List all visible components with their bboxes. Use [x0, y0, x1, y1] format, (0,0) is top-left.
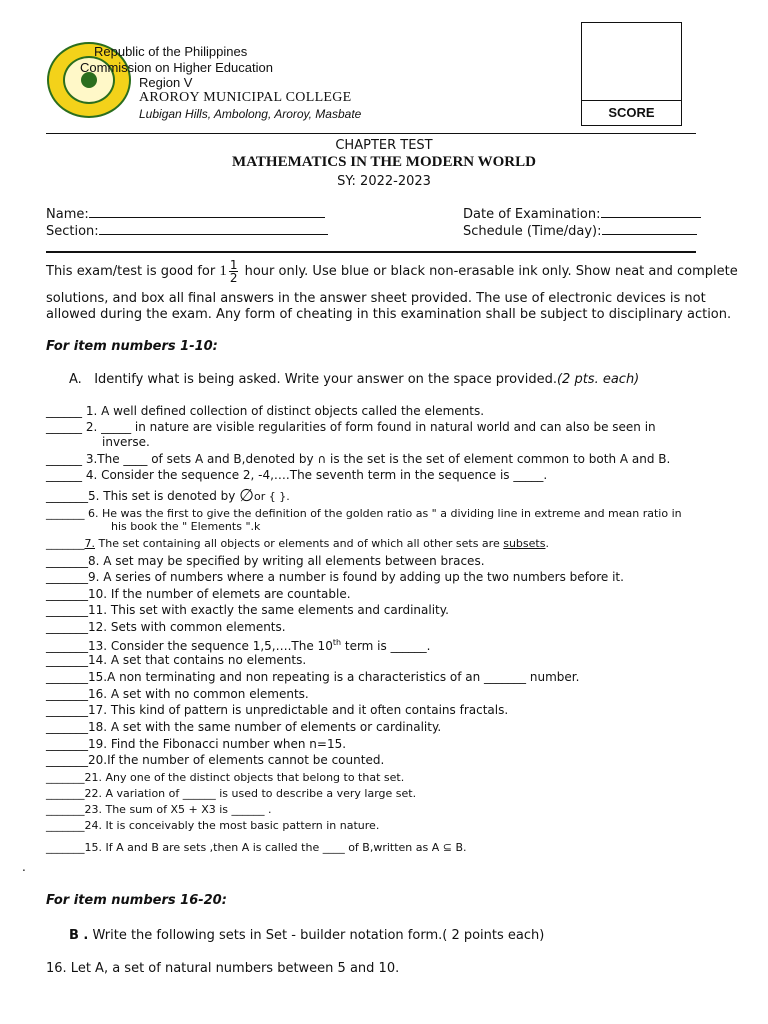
item-7-number: 7. — [84, 537, 95, 550]
item-7-period: . — [545, 537, 549, 550]
item-4: ______ 4. Consider the sequence 2, -4,….The seventh term in the sequence is _____. — [46, 468, 548, 482]
header-divider — [46, 133, 696, 134]
duration-whole: 1 — [219, 263, 227, 279]
empty-set-symbol: ∅ — [239, 486, 254, 506]
section-b-label: B . — [69, 928, 89, 943]
item-7-text: The set containing all objects or elements and of which all other sets are — [95, 537, 504, 550]
title-chapter-test: CHAPTER TEST — [335, 138, 433, 153]
info-divider — [46, 251, 696, 253]
item-19: _______19. Find the Fibonacci number when n=15. — [46, 737, 347, 751]
section-b-heading: For item numbers 16-20: — [46, 893, 227, 908]
title-school-year: SY: 2022-2023 — [337, 174, 431, 189]
item-11: _______11. This set with exactly the same elements and cardinality. — [46, 603, 449, 617]
instructions-text-b: hour only. Use blue or black non-erasable ink only. Show neat and complete — [240, 264, 738, 279]
duration-fraction — [229, 259, 239, 284]
schedule-field[interactable] — [463, 222, 697, 240]
section-field[interactable] — [46, 222, 328, 240]
item-7-blank: _______ — [46, 537, 85, 550]
fraction-numerator: 1 — [229, 258, 238, 272]
item-18: _______18. A set with the same number of elements or cardinality. — [46, 720, 442, 734]
section-a-points: (2 pts. each) — [556, 372, 640, 387]
item-17: _______17. This kind of pattern is unpredictable and it often contains fractals. — [46, 703, 509, 717]
item-24: _______24. It is conceivably the most basic pattern in nature. — [46, 819, 380, 832]
schedule-label: Schedule (Time/day): — [463, 224, 602, 239]
item-22: _______22. A variation of ______ is used to describe a very large set. — [46, 787, 417, 800]
section-b-direction — [69, 927, 544, 944]
section-label: Section: — [46, 224, 99, 239]
item-2: ______ 2. _____ in nature are visible regularities of form found in natural world and can also be seen in — [46, 420, 656, 434]
name-label: Name: — [46, 207, 89, 222]
header-region: Region V — [139, 75, 193, 90]
name-field[interactable] — [46, 205, 325, 223]
score-label: SCORE — [582, 100, 681, 125]
section-blank[interactable] — [99, 222, 328, 235]
item-14: _______14. A set that contains no elements. — [46, 653, 307, 667]
header-commission: Commission on Higher Education — [80, 60, 273, 75]
title-subject: MATHEMATICS IN THE MODERN WORLD — [232, 154, 536, 170]
section-a-direction-text: Identify what is being asked. Write your answer on the space provided. — [94, 372, 557, 387]
header-republic: Republic of the Philippines — [94, 44, 248, 59]
date-field[interactable] — [463, 205, 701, 223]
item-2-continued: inverse. — [102, 435, 150, 449]
item-23: _______23. The sum of X5 + X3 is ______ . — [46, 803, 272, 816]
section-a-heading: For item numbers 1-10: — [46, 339, 218, 354]
instructions-text-a: This exam/test is good for — [46, 264, 220, 279]
item-13-text: _______13. Consider the sequence 1,5,….The 10 — [46, 639, 333, 653]
item-12: _______12. Sets with common elements. — [46, 620, 286, 634]
section-a-direction — [69, 371, 639, 388]
item-13 — [46, 636, 430, 653]
instructions-line-1 — [46, 259, 738, 284]
item-13-blank: term is ______. — [341, 639, 431, 653]
item-1: ______ 1. A well defined collection of distinct objects called the elements. — [46, 404, 485, 418]
item-5 — [46, 486, 290, 506]
item-8: _______8. A set may be specified by writing all elements between braces. — [46, 554, 485, 568]
item-9: _______9. A series of numbers where a number is found by adding up the two numbers before it. — [46, 570, 624, 584]
item-21: _______21. Any one of the distinct objects that belong to that set. — [46, 771, 405, 784]
schedule-blank[interactable] — [602, 222, 697, 235]
header-address: Lubigan Hills, Ambolong, Aroroy, Masbate — [139, 107, 362, 121]
date-blank[interactable] — [601, 205, 701, 218]
item-16: _______16. A set with no common elements. — [46, 687, 309, 701]
date-label: Date of Examination: — [463, 207, 601, 222]
item-6-continued: his book the " Elements ".k — [111, 520, 261, 533]
item-3: ______ 3.The ____ of sets A and B,denoted by ∩ is the set is the set of element common to both A and B. — [46, 452, 671, 466]
question-16: 16. Let A, a set of natural numbers between 5 and 10. — [46, 961, 400, 976]
item-6: _______ 6. He was the first to give the definition of the golden ratio as " a dividing line in extreme and mean ratio in — [46, 507, 682, 520]
item-7-subsets: subsets — [503, 537, 546, 550]
item-13-superscript: th — [332, 638, 342, 647]
item-10: _______10. If the number of elemets are countable. — [46, 587, 351, 601]
name-blank[interactable] — [89, 205, 325, 218]
item-25: _______15. If A and B are sets ,then A is called the ____ of B,written as A ⊆ B. — [46, 841, 467, 854]
instructions-line-3: allowed during the exam. Any form of cheating in this examination shall be subject to disciplinary action. — [46, 307, 732, 322]
stray-dot: . — [22, 860, 26, 874]
item-15: _______15.A non terminating and non repeating is a characteristics of an _______ number. — [46, 670, 580, 684]
fraction-denominator: 2 — [229, 271, 238, 285]
item-5-text: _______5. This set is denoted by — [46, 489, 240, 503]
instructions-line-2: solutions, and box all final answers in the answer sheet provided. The use of electronic devices is not — [46, 291, 706, 306]
item-5-braces: or { }. — [253, 490, 290, 503]
score-box — [581, 22, 682, 126]
item-7 — [46, 537, 549, 551]
section-b-direction-text: Write the following sets in Set - builder notation form.( 2 points each) — [88, 928, 545, 943]
section-a-label: A. — [69, 372, 82, 387]
item-20: _______20.If the number of elements cannot be counted. — [46, 753, 385, 767]
header-college-name: AROROY MUNICIPAL COLLEGE — [139, 90, 352, 105]
